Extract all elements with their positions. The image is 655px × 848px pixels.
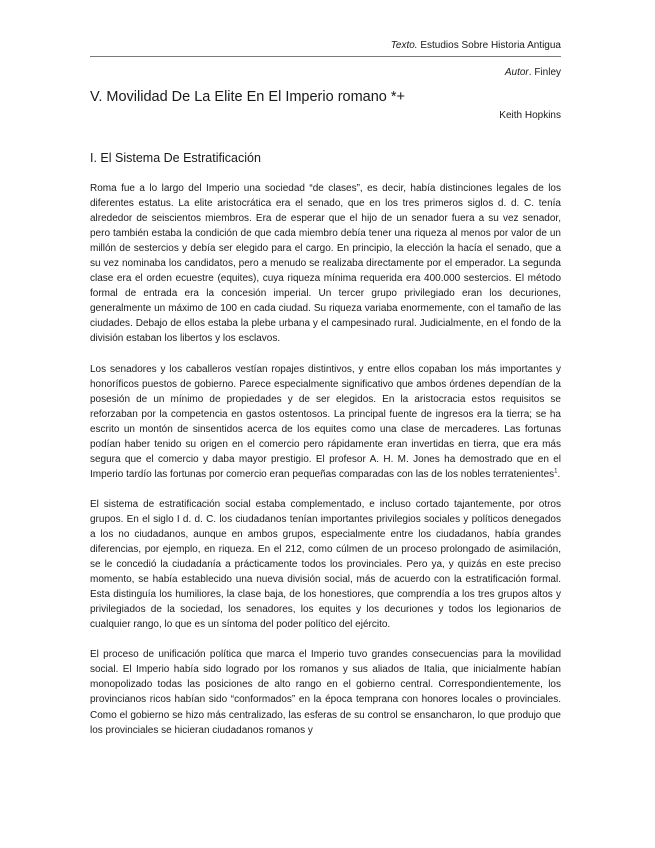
paragraph-2 [90, 362, 561, 482]
author-label-sep: . [528, 67, 532, 78]
paragraph-2-end: . [557, 468, 561, 480]
body-text [90, 181, 561, 753]
paragraph-2-text: Los senadores y los caballeros vestían ropajes distintivos, y entre ellos copaban los más importantes y honoríficos puestos de gobierno. Parece especialmente significativo que ambos órdenes dependían de la posesión de un mínimo de propiedades y de ser elegidos. En la aristocracia estos requisitos se reforzaban por la competencia en gastos ostentosos. La principal fuente de ingresos era la tierra; se ha escrito un montón de sinsentidos acerca de los equites como una clase de mercaderes. Las fortunas podían haber tenido su origen en el comercio pero rápidamente eran invertidas en tierra, que era más segura que el comercio y daba mayor prestigio. El profesor A. H. M. Jones ha demostrado que en el Imperio tardío las fortunas por comercio eran pequeñas comparadas con las de los nobles terratenientes [90, 363, 561, 480]
running-header-author [505, 67, 561, 78]
running-header-source [391, 40, 561, 51]
author-label: Autor [504, 67, 529, 78]
paragraph-4: El proceso de unificación política que marca el Imperio tuvo grandes consecuencias para la movilidad social. El Imperio había sido logrado por los romanos y sus aliados de Italia, que inicialmente habían monopolizado todas las posiciones de alto rango en el gobierno central. Correspondientemente, los provincianos ricos habían sido “conformados” en la época temprana con honores locales o provinciales. Como el gobierno se hizo más centralizado, las esferas de su control se ensancharon, lo que produjo que los provinciales se hicieran ciudadanos romanos y [90, 649, 561, 736]
paragraph-3: El sistema de estratificación social estaba complementado, e incluso cortado tajantemente, por otros grupos. En el siglo I d. d. C. los ciudadanos tenían importantes privilegios sociales y políticos denegados a los no ciudadanos, aunque en ambos grupos, especialmente entre los ciudadanos, había grandes diferencias, por ejemplo, en riqueza. En el 212, como cúlmen de un proceso prolongado de asimilación, se le concedió la ciudadanía a prácticamente todos los provinciales. Pero ya, y quizás en este preciso momento, se había establecido una nueva división social, más de acuerdo con la estratificación formal. Esta distinguía los humiliores, la clase baja, de los honestiores, que comprendía a los tres grupos altos y privilegiados de la sociedad, los senadores, los equites y los decuriones y todos los legionarios de cualquier rango, lo que es un síntoma del poder político del ejército. [90, 498, 561, 631]
paragraph-1: Roma fue a lo largo del Imperio una sociedad “de clases”, es decir, había distinciones legales de los diferentes estatus. La elite aristocrática era el senado, que en los tres primeros siglos d. d. C. tenía alrededor de seiscientos miembros. Era de esperar que el hijo de un senador fuera a su vez senador, pero también estaba la condición de que cada miembro debía tener una riqueza al menos por valor de un millón de sestercios y debía ser elegido para el cargo. En principio, la elección la hacía el senado, que a su vez nominaba los candidatos, pero a menudo se realizaba directamente por el emperador. La segunda clase era el orden ecuestre (equites), cuya riqueza mínima requerida era 400.000 sestercios. El método formal de entrada era la concesión imperial. Un tercer grupo privilegiado eran los decuriones, generalmente un máximo de 100 en cada ciudad. Su riqueza variaba enormemente, con el tamaño de las ciudades. Debajo de ellos estaba la plebe urbana y el campesinado rural. Judicialmente, en el fondo de la división estaban los libertos y los esclavos. [90, 183, 561, 345]
author-value: Finley [531, 67, 561, 78]
footnote-marker[interactable]: 1 [554, 468, 558, 475]
source-label: Texto. [390, 40, 418, 51]
header-rule [90, 56, 561, 57]
document-author: Keith Hopkins [499, 110, 561, 121]
section-heading: I. El Sistema De Estratificación [90, 151, 261, 165]
document-title: V. Movilidad De La Elite En El Imperio romano *+ [90, 89, 405, 105]
source-value: Estudios Sobre Historia Antigua [417, 40, 561, 51]
